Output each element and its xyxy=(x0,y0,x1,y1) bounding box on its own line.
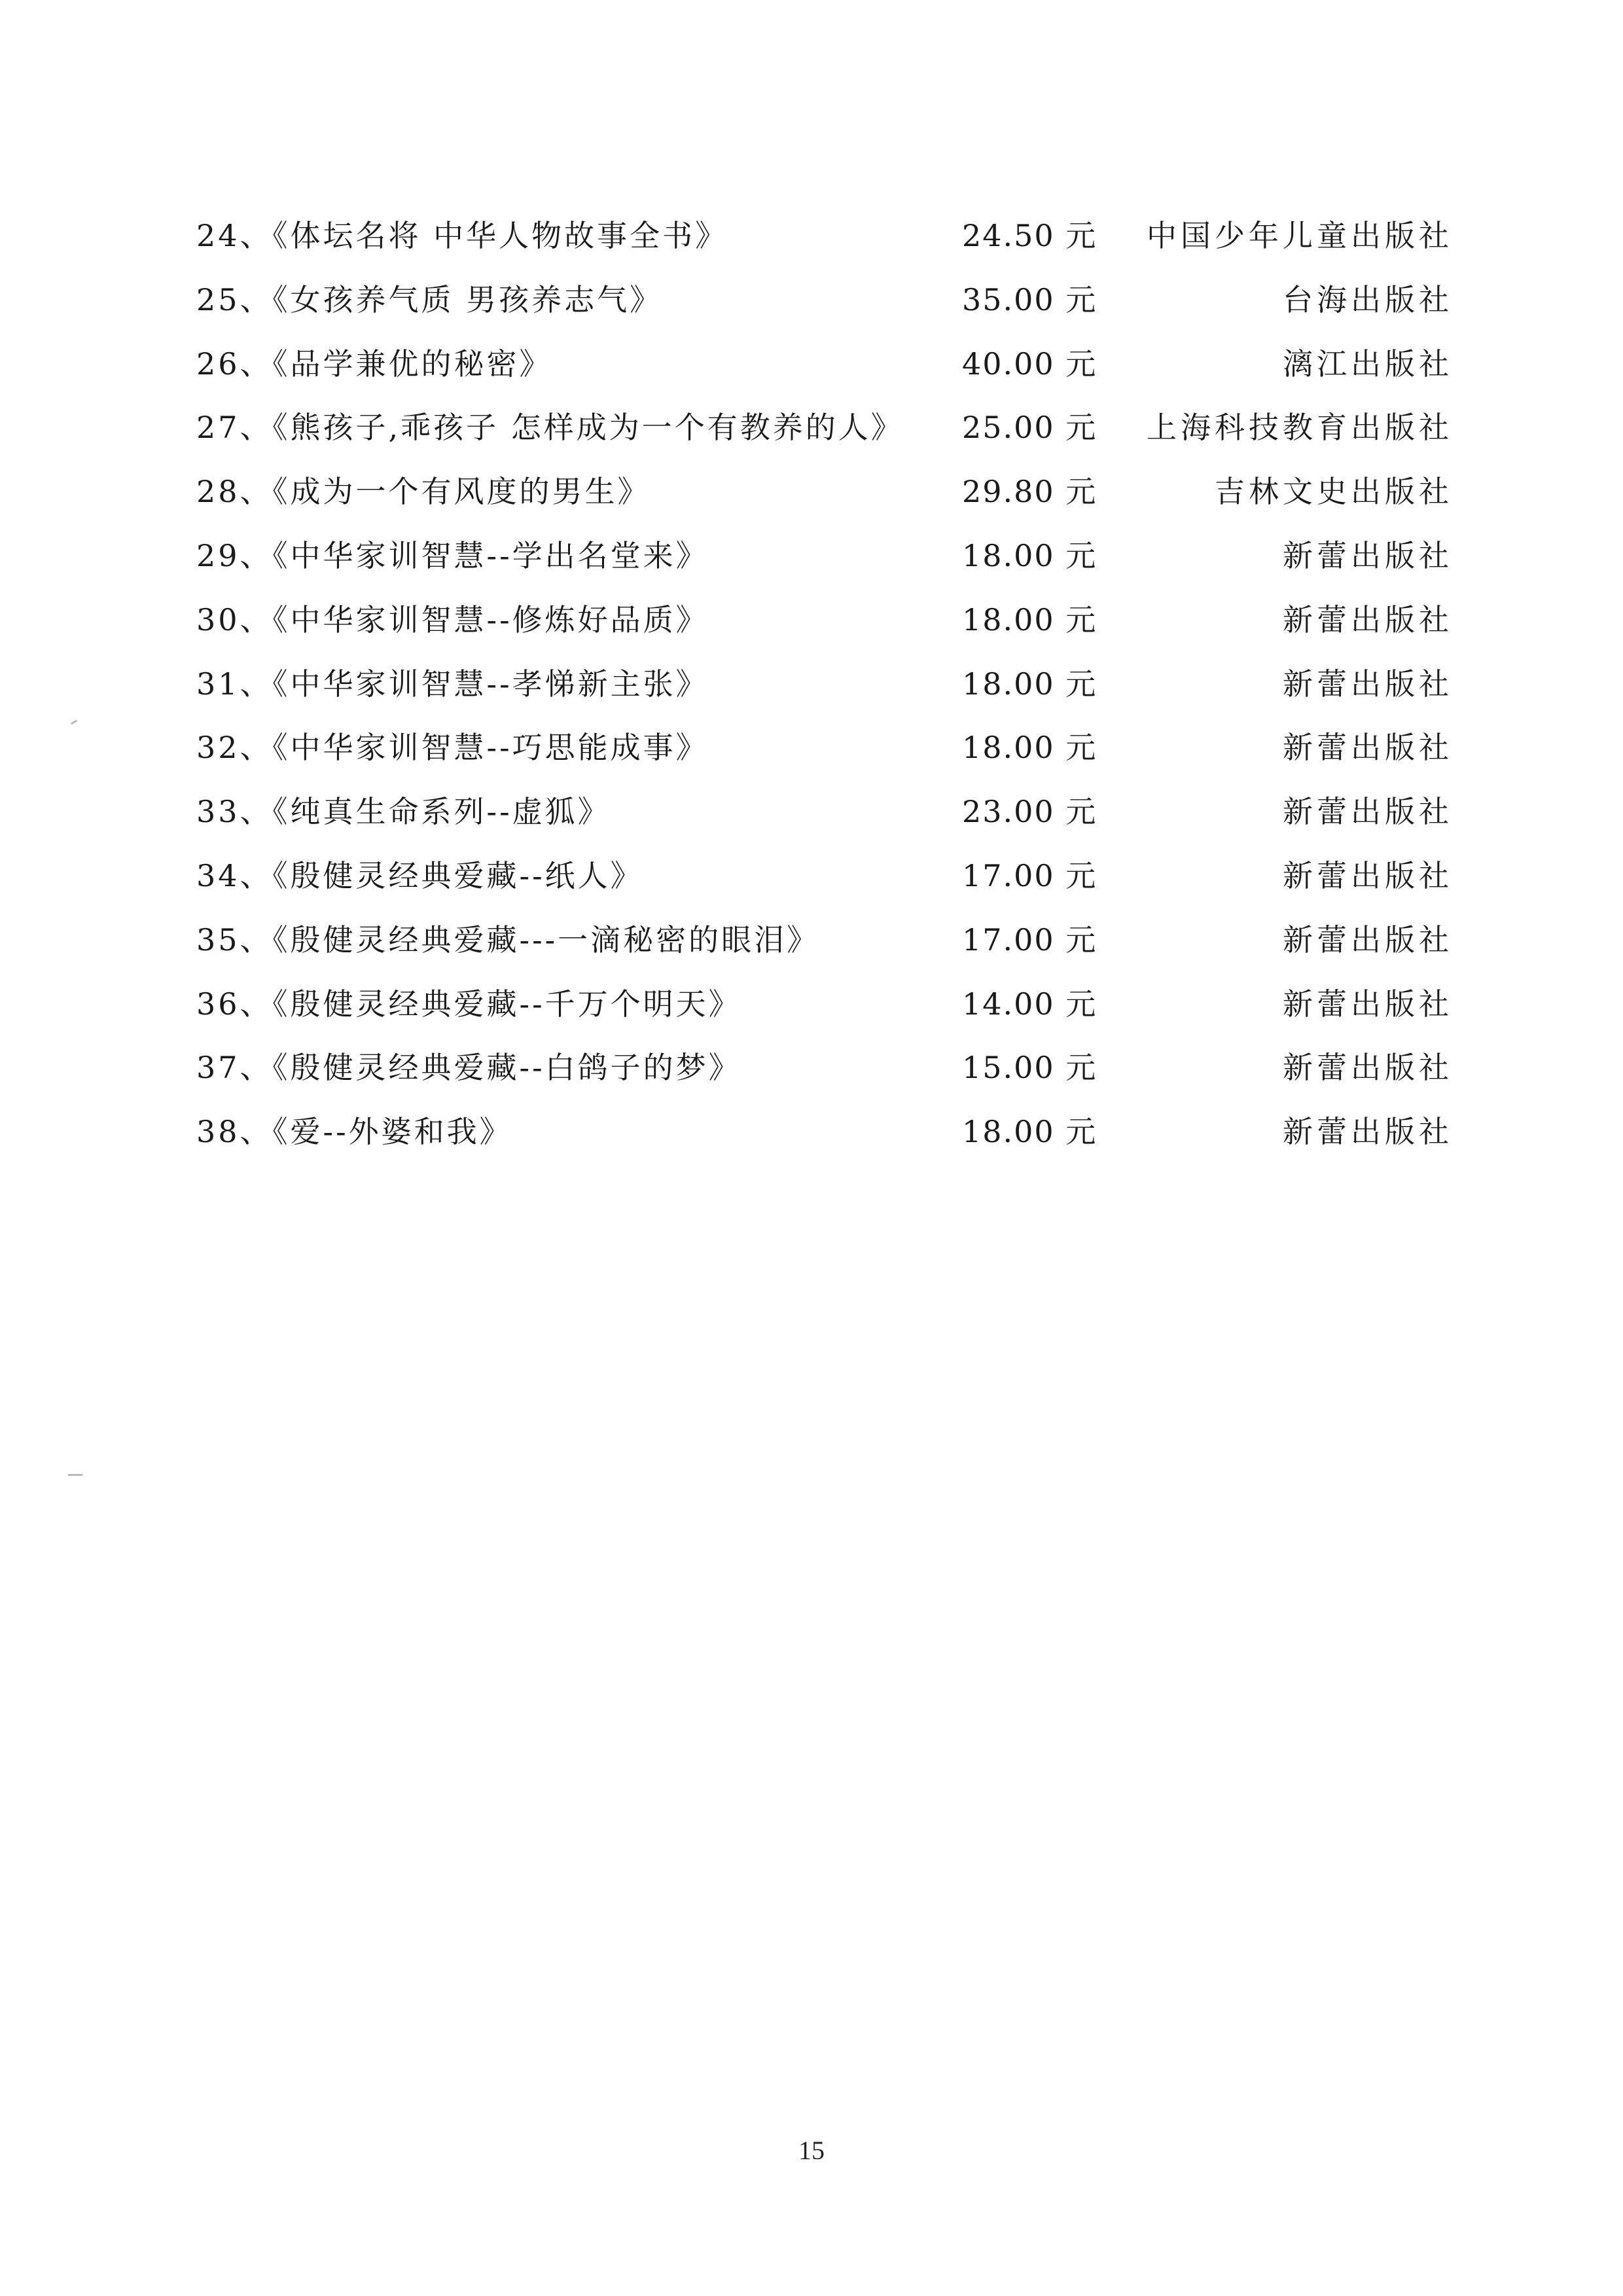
book-title: 27、《熊孩子,乖孩子 怎样成为一个有教养的人》 xyxy=(196,410,904,446)
book-title: 29、《中华家训智慧--学出名堂来》 xyxy=(196,537,709,573)
book-publisher: 上海科技教育出版社 xyxy=(1147,410,1453,446)
book-price: 14.00 元 xyxy=(962,986,1097,1022)
list-item xyxy=(196,592,1453,656)
book-price: 29.80 元 xyxy=(962,474,1097,510)
list-item xyxy=(196,528,1453,592)
list-item xyxy=(196,912,1453,977)
book-title: 26、《品学兼优的秘密》 xyxy=(196,346,552,382)
book-title: 36、《殷健灵经典爱藏--千万个明天》 xyxy=(196,986,741,1022)
book-title: 31、《中华家训智慧--孝悌新主张》 xyxy=(196,666,709,702)
book-title: 35、《殷健灵经典爱藏---一滴秘密的眼泪》 xyxy=(196,922,820,958)
book-title: 34、《殷健灵经典爱藏--纸人》 xyxy=(196,857,643,893)
book-price: 17.00 元 xyxy=(962,922,1097,958)
book-publisher: 新蕾出版社 xyxy=(1283,1114,1453,1150)
book-publisher: 漓江出版社 xyxy=(1283,346,1453,382)
book-publisher: 新蕾出版社 xyxy=(1283,666,1453,702)
book-title: 28、《成为一个有风度的男生》 xyxy=(196,474,651,510)
book-title: 32、《中华家训智慧--巧思能成事》 xyxy=(196,730,709,766)
book-price: 15.00 元 xyxy=(962,1050,1097,1086)
book-price: 35.00 元 xyxy=(962,281,1097,317)
book-publisher: 新蕾出版社 xyxy=(1283,601,1453,637)
book-publisher: 新蕾出版社 xyxy=(1283,857,1453,893)
book-price: 40.00 元 xyxy=(962,346,1097,382)
list-item xyxy=(196,784,1453,848)
book-title: 25、《女孩养气质 男孩养志气》 xyxy=(196,281,663,317)
book-publisher: 新蕾出版社 xyxy=(1283,922,1453,958)
scan-artifact xyxy=(68,1474,82,1476)
book-price: 18.00 元 xyxy=(962,601,1097,637)
book-title: 38、《爱--外婆和我》 xyxy=(196,1114,512,1150)
book-publisher: 新蕾出版社 xyxy=(1283,794,1453,830)
book-price: 23.00 元 xyxy=(962,794,1097,830)
book-price: 24.50 元 xyxy=(962,218,1097,253)
book-price: 18.00 元 xyxy=(962,730,1097,766)
book-price: 18.00 元 xyxy=(962,537,1097,573)
list-item xyxy=(196,656,1453,721)
list-item xyxy=(196,848,1453,912)
list-item xyxy=(196,336,1453,401)
book-publisher: 台海出版社 xyxy=(1283,281,1453,317)
book-publisher: 新蕾出版社 xyxy=(1283,537,1453,573)
list-item xyxy=(196,208,1453,272)
book-price: 18.00 元 xyxy=(962,1114,1097,1150)
book-title: 30、《中华家训智慧--修炼好品质》 xyxy=(196,601,709,637)
list-item xyxy=(196,400,1453,464)
list-item xyxy=(196,272,1453,336)
list-item xyxy=(196,1040,1453,1104)
list-item xyxy=(196,720,1453,784)
book-price: 25.00 元 xyxy=(962,410,1097,446)
book-publisher: 新蕾出版社 xyxy=(1283,986,1453,1022)
book-publisher: 新蕾出版社 xyxy=(1283,730,1453,766)
book-price: 18.00 元 xyxy=(962,666,1097,702)
list-item xyxy=(196,977,1453,1041)
book-title: 33、《纯真生命系列--虚狐》 xyxy=(196,794,611,830)
book-title: 37、《殷健灵经典爱藏--白鸽子的梦》 xyxy=(196,1050,741,1086)
list-item xyxy=(196,464,1453,528)
list-item xyxy=(196,1104,1453,1168)
page-number: 15 xyxy=(798,2136,825,2165)
book-publisher: 吉林文史出版社 xyxy=(1215,474,1453,510)
book-publisher: 中国少年儿童出版社 xyxy=(1147,218,1453,253)
book-price: 17.00 元 xyxy=(962,857,1097,893)
scan-artifact xyxy=(71,720,77,725)
book-list xyxy=(196,208,1453,1168)
book-publisher: 新蕾出版社 xyxy=(1283,1050,1453,1086)
book-title: 24、《体坛名将 中华人物故事全书》 xyxy=(196,218,728,253)
